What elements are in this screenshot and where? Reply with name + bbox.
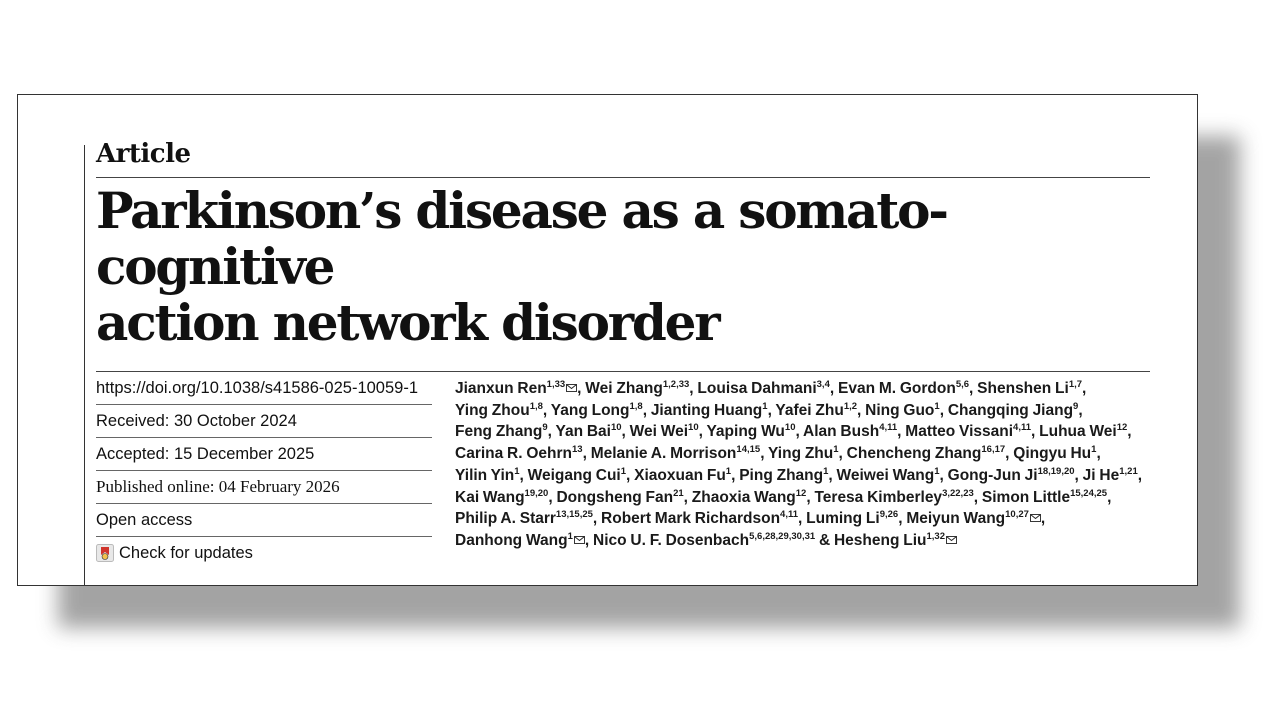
author-separator: ,: [973, 488, 979, 506]
author-separator: ,: [1096, 445, 1101, 463]
author-item: [692, 489, 811, 506]
author-name: Dongsheng Fan: [556, 488, 674, 506]
author-separator: ,: [584, 531, 590, 549]
author-name: Ning Guo: [865, 401, 935, 419]
author-name: Ying Zhou: [455, 401, 530, 419]
title-line-2: action network disorder: [96, 293, 719, 352]
author-name: Wei Zhang: [585, 380, 663, 397]
author-affiliation: 1,8: [629, 400, 643, 412]
author-separator: &: [815, 531, 831, 549]
author-affiliation: 14,15: [736, 444, 761, 456]
author-name: Matteo Vissani: [905, 423, 1014, 441]
author-affiliation: 10: [784, 422, 796, 434]
author-item: [739, 467, 833, 484]
author-affiliation: 15,24,25: [1070, 487, 1108, 499]
author-name: Ji He: [1082, 466, 1120, 484]
author-item: [455, 510, 597, 527]
author-separator: ,: [577, 380, 582, 397]
author-name: Luming Li: [806, 510, 880, 528]
author-separator: ,: [642, 401, 647, 419]
author-name: Feng Zhang: [455, 423, 543, 441]
author-name: Alan Bush: [803, 423, 880, 441]
author-name: Chencheng Zhang: [846, 445, 982, 463]
header-rule: [96, 177, 1150, 178]
author-separator: ,: [898, 510, 903, 528]
author-separator: ,: [1107, 488, 1112, 506]
author-item: [803, 423, 901, 440]
author-item: [948, 467, 1079, 484]
author-affiliation: 12: [1116, 422, 1128, 434]
author-item: [455, 380, 581, 397]
author-name: Carina R. Oehrn: [455, 445, 572, 463]
author-affiliation: 5,6,28,29,30,31: [749, 530, 816, 542]
author-affiliation: 1: [833, 444, 839, 456]
author-item: [455, 423, 552, 440]
author-affiliation: 21: [673, 487, 684, 499]
left-vertical-rule: [84, 145, 85, 586]
author-affiliation: 4,11: [1013, 422, 1032, 434]
author-item: [948, 402, 1083, 419]
author-item: [455, 489, 553, 506]
author-name: Teresa Kimberley: [814, 488, 943, 506]
author-item: [706, 423, 799, 440]
author-list: [455, 378, 1155, 552]
author-item: [1039, 423, 1131, 440]
article-type-label: Article: [96, 139, 191, 169]
author-item: [591, 445, 765, 462]
author-affiliation: 1: [762, 400, 768, 412]
author-separator: ,: [969, 380, 974, 397]
author-affiliation: 9,26: [879, 509, 899, 521]
author-affiliation: 1: [725, 465, 732, 477]
author-affiliation: 13: [572, 444, 583, 456]
author-name: Zhaoxia Wang: [691, 488, 796, 506]
author-affiliation: 18,19,20: [1037, 465, 1075, 477]
author-item: [865, 402, 944, 419]
author-name: Ying Zhu: [768, 445, 834, 463]
author-name: Jianxun Ren: [455, 380, 547, 397]
article-metadata: [96, 372, 432, 569]
author-name: Ping Zhang: [739, 466, 824, 484]
author-affiliation: 4,11: [780, 509, 799, 521]
author-affiliation: 1: [514, 465, 520, 477]
author-affiliation: 1,33: [546, 379, 566, 390]
author-item: [806, 510, 902, 527]
author-separator: ,: [795, 423, 800, 441]
author-separator: ,: [838, 445, 843, 463]
author-item: [634, 467, 735, 484]
author-name: Simon Little: [981, 488, 1071, 506]
author-affiliation: 12: [795, 487, 807, 499]
author-separator: ,: [626, 466, 631, 484]
author-item: [906, 510, 1045, 527]
author-separator: ,: [683, 488, 688, 506]
author-affiliation: 1: [1091, 444, 1097, 456]
author-separator: ,: [897, 423, 902, 441]
author-name: Weigang Cui: [527, 466, 621, 484]
author-item: [768, 445, 843, 462]
crossmark-icon: [96, 544, 114, 562]
author-item: [905, 423, 1035, 440]
author-affiliation: 1: [567, 530, 573, 542]
author-affiliation: 1,32: [926, 530, 945, 542]
author-separator: ,: [1137, 466, 1143, 484]
author-item: [775, 402, 861, 419]
author-item: [834, 532, 957, 549]
author-name: Danhong Wang: [455, 531, 568, 549]
author-item: [601, 510, 802, 527]
author-name: Wei Wei: [629, 423, 689, 441]
author-item: [1083, 467, 1142, 484]
author-item: [455, 445, 587, 462]
author-affiliation: 1,2: [843, 400, 858, 412]
author-item: [593, 532, 830, 549]
author-name: Jianting Huang: [650, 401, 763, 419]
author-separator: ,: [767, 401, 772, 419]
author-affiliation: 9: [1073, 400, 1079, 412]
author-name: Louisa Dahmani: [697, 380, 817, 397]
author-item: [814, 489, 978, 506]
author-item: [630, 423, 703, 440]
author-name: Nico U. F. Dosenbach: [593, 531, 750, 549]
author-affiliation: 9: [542, 422, 548, 434]
author-affiliation: 4,11: [879, 422, 898, 434]
author-separator: ,: [1082, 380, 1087, 397]
author-item: [838, 380, 973, 397]
author-name: Philip A. Starr: [455, 510, 556, 528]
author-item: [651, 402, 772, 419]
author-name: Hesheng Liu: [833, 531, 927, 549]
author-affiliation: 3,22,23: [942, 487, 974, 499]
author-name: Shenshen Li: [977, 380, 1069, 397]
title-line-1: Parkinson’s disease as a somato-cognitive: [96, 181, 947, 296]
author-name: Meiyun Wang: [906, 510, 1006, 528]
author-name: Robert Mark Richardson: [601, 510, 781, 528]
author-item: [528, 467, 631, 484]
author-separator: ,: [548, 488, 553, 506]
author-affiliation: 1,7: [1068, 379, 1083, 390]
author-item: [555, 423, 625, 440]
author-name: Yilin Yin: [455, 466, 515, 484]
author-separator: ,: [731, 466, 736, 484]
accepted-date: Accepted: 15 December 2025: [96, 438, 432, 471]
author-affiliation: 1: [823, 465, 829, 477]
author-affiliation: 16,17: [981, 444, 1006, 456]
author-item: [837, 467, 944, 484]
author-separator: ,: [1078, 401, 1083, 419]
author-affiliation: 1: [934, 465, 940, 477]
author-affiliation: 1: [934, 400, 940, 412]
author-name: Yan Bai: [555, 423, 611, 441]
author-affiliation: 10,27: [1005, 509, 1029, 521]
author-separator: ,: [760, 445, 765, 463]
doi-link[interactable]: https://doi.org/10.1038/s41586-025-10059-1: [96, 372, 432, 405]
author-separator: ,: [1005, 445, 1010, 463]
author-item: [455, 402, 547, 419]
check-for-updates-label: Check for updates: [119, 544, 253, 562]
author-separator: ,: [621, 423, 626, 441]
envelope-icon[interactable]: [566, 384, 577, 392]
author-name: Weiwei Wang: [836, 466, 935, 484]
author-affiliation: 1,8: [529, 400, 543, 412]
author-separator: ,: [689, 380, 694, 397]
author-separator: ,: [939, 466, 944, 484]
author-item: [551, 402, 647, 419]
author-affiliation: 1,2,33: [662, 379, 690, 390]
author-item: [455, 467, 524, 484]
author-item: [585, 380, 693, 397]
author-separator: ,: [1127, 423, 1132, 441]
check-for-updates-button[interactable]: [96, 537, 432, 569]
author-name: Kai Wang: [455, 488, 525, 506]
author-separator: ,: [1074, 466, 1079, 484]
author-name: Luhua Wei: [1039, 423, 1117, 441]
author-item: [697, 380, 834, 397]
author-name: Evan M. Gordon: [837, 380, 956, 397]
author-item: [847, 445, 1010, 462]
author-separator: ,: [1040, 510, 1046, 528]
author-item: [455, 532, 589, 549]
author-affiliation: 1,21: [1119, 465, 1138, 477]
received-date: Received: 30 October 2024: [96, 405, 432, 438]
author-affiliation: 13,15,25: [555, 509, 593, 521]
author-name: Xiaoxuan Fu: [634, 466, 726, 484]
author-name: Yaping Wu: [706, 423, 785, 441]
author-name: Yang Long: [550, 401, 630, 419]
author-name: Melanie A. Morrison: [590, 445, 737, 463]
author-separator: ,: [857, 401, 862, 419]
author-separator: ,: [698, 423, 703, 441]
published-date: Published online: 04 February 2026: [96, 471, 432, 504]
author-separator: ,: [547, 423, 552, 441]
envelope-icon[interactable]: [574, 536, 585, 544]
author-item: [1013, 445, 1100, 462]
author-name: Changqing Jiang: [947, 401, 1074, 419]
author-item: [982, 489, 1112, 506]
author-separator: ,: [806, 488, 811, 506]
author-affiliation: 10: [610, 422, 622, 434]
author-affiliation: 5,6: [955, 379, 970, 390]
envelope-icon[interactable]: [1030, 514, 1041, 522]
author-item: [977, 380, 1086, 397]
author-separator: ,: [542, 401, 548, 419]
author-separator: ,: [828, 466, 833, 484]
author-separator: ,: [519, 466, 524, 484]
open-access-label: Open access: [96, 504, 432, 537]
author-name: Gong-Jun Ji: [947, 466, 1038, 484]
author-separator: ,: [592, 510, 598, 528]
article-clipping: [17, 94, 1198, 586]
envelope-icon[interactable]: [946, 536, 957, 544]
author-name: Qingyu Hu: [1013, 445, 1092, 463]
article-title: [96, 183, 1156, 351]
author-separator: ,: [582, 445, 587, 463]
author-affiliation: 1: [620, 465, 627, 477]
author-affiliation: 19,20: [524, 487, 549, 499]
author-affiliation: 10: [688, 422, 699, 434]
author-separator: ,: [1031, 423, 1036, 441]
author-name: Yafei Zhu: [775, 401, 844, 419]
author-item: [556, 489, 688, 506]
author-affiliation: 3,4: [816, 379, 830, 390]
author-separator: ,: [798, 510, 803, 528]
author-separator: ,: [829, 380, 835, 397]
author-separator: ,: [939, 401, 945, 419]
